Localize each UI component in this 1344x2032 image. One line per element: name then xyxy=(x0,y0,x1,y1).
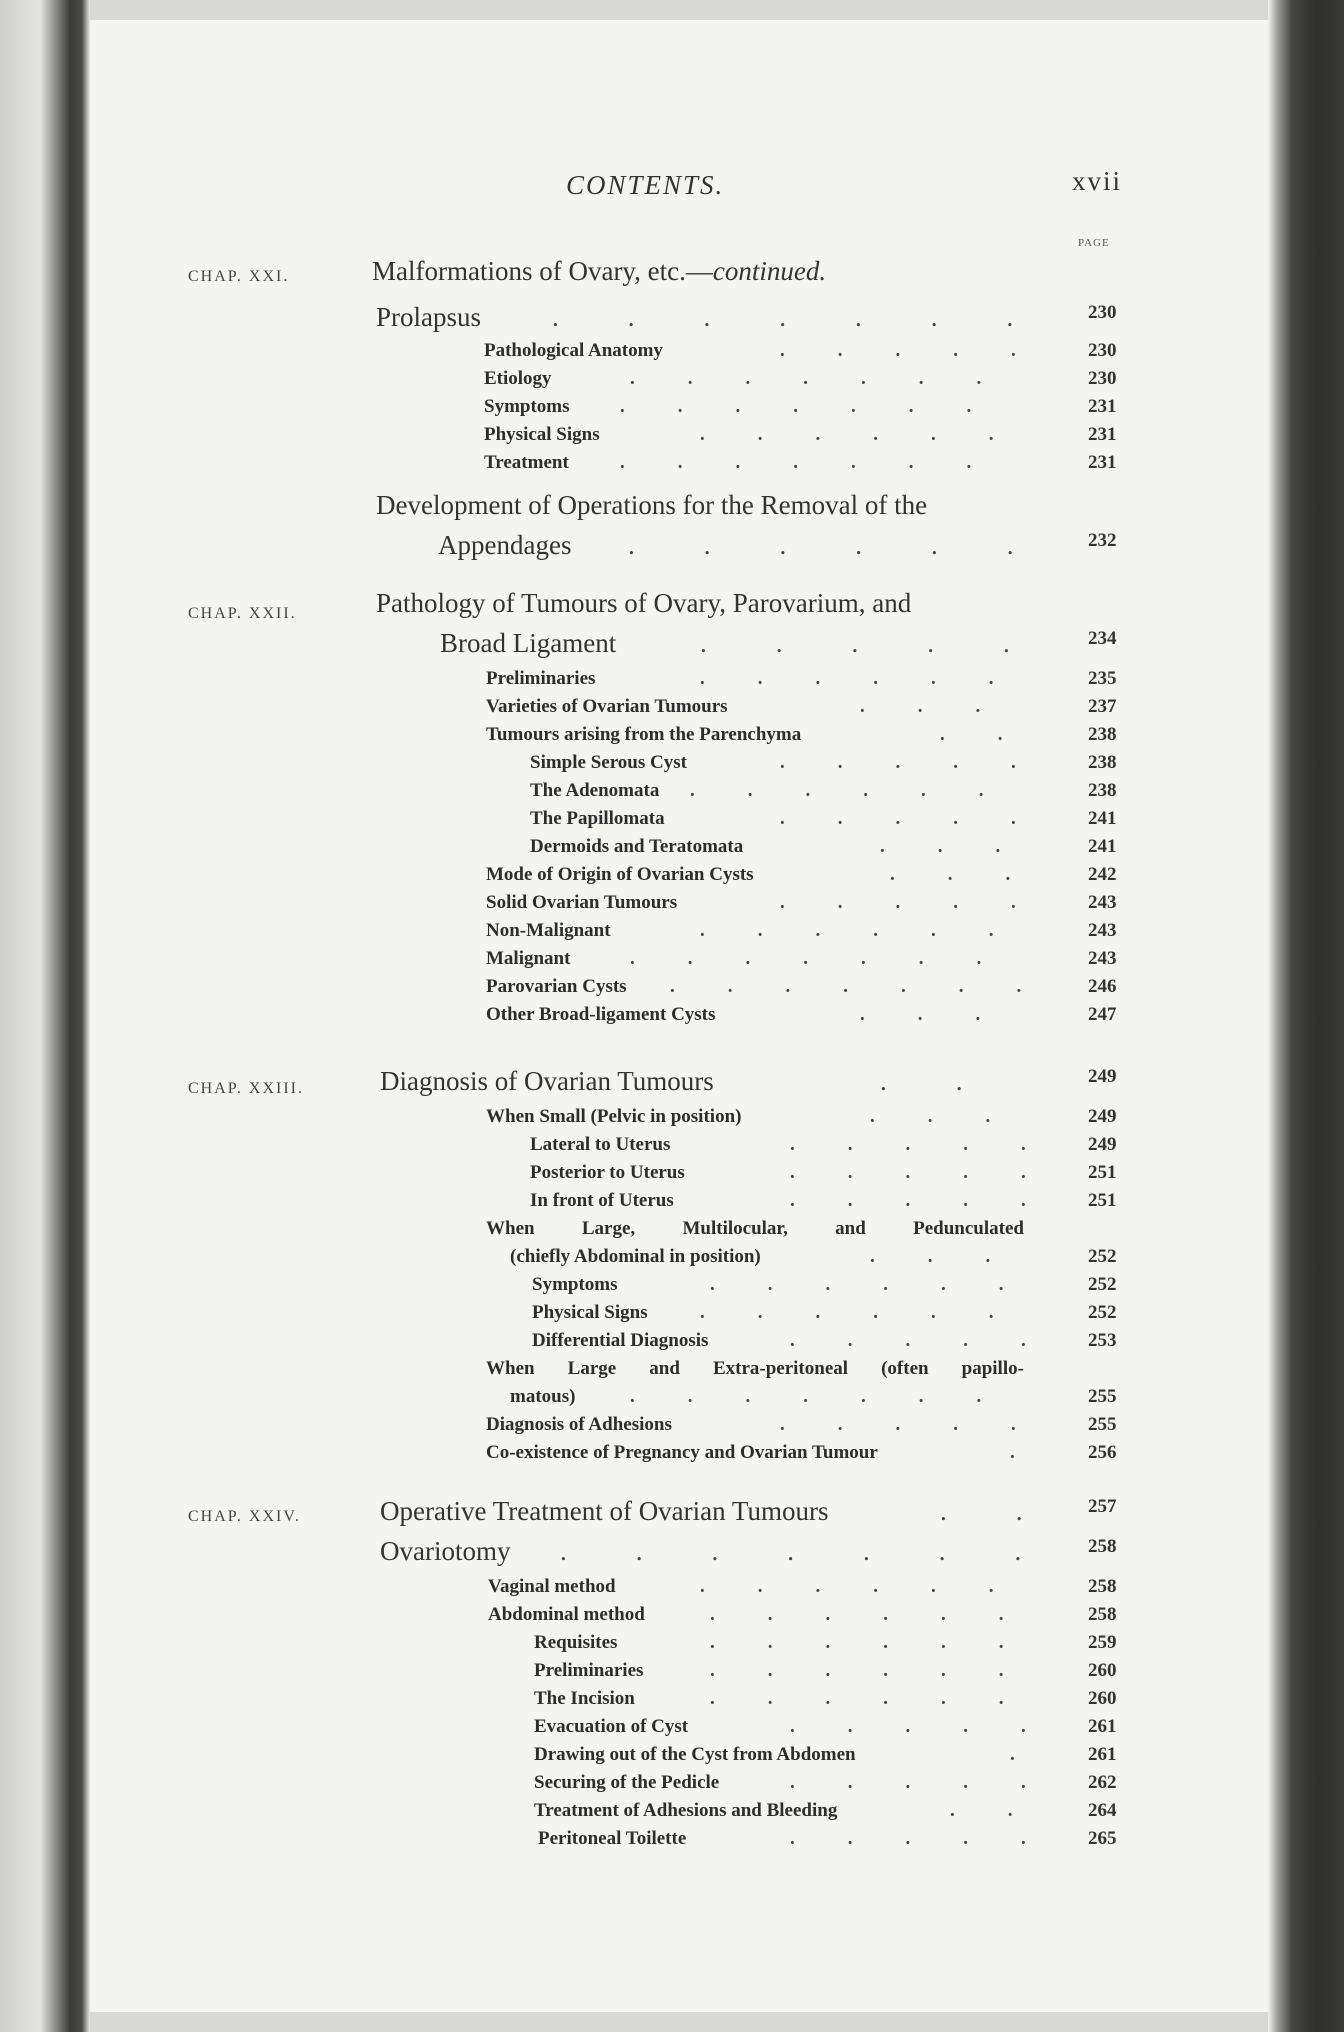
page-ref: 231 xyxy=(1088,396,1117,417)
page-ref: 262 xyxy=(1088,1772,1117,1793)
dot-leader: ... xyxy=(880,836,1054,857)
dot-leader: .. xyxy=(940,1496,1092,1526)
toc-entry-text: Diagnosis of Ovarian Tumours xyxy=(380,1066,714,1096)
page-ref: 234 xyxy=(1088,628,1117,649)
dot-leader: . xyxy=(1010,1744,1068,1765)
toc-entry-text: Physical Signs xyxy=(532,1302,648,1323)
page-ref: 261 xyxy=(1088,1716,1117,1737)
scan-edge-right xyxy=(1268,0,1344,2032)
toc-word: When xyxy=(486,1358,535,1379)
page-ref: 257 xyxy=(1088,1496,1117,1517)
toc-entry-text xyxy=(486,1358,1024,1380)
page-ref: 249 xyxy=(1088,1066,1117,1087)
chapter-title-xxi xyxy=(372,256,826,287)
page-ref: 259 xyxy=(1088,1632,1117,1653)
toc-entry-text: matous) xyxy=(510,1386,576,1407)
dot-leader: ... xyxy=(860,1004,1034,1025)
page-ref: 251 xyxy=(1088,1190,1117,1211)
page-ref: 252 xyxy=(1088,1274,1117,1295)
page-ref: 253 xyxy=(1088,1330,1117,1351)
toc-word: papillo- xyxy=(961,1358,1024,1379)
toc-entry-text: Simple Serous Cyst xyxy=(530,752,687,773)
toc-entry-text: Ovariotomy xyxy=(380,1536,511,1566)
toc-word: Large, xyxy=(581,1218,636,1239)
toc-entry-text: Preliminaries xyxy=(486,668,596,689)
dot-leader: ...... xyxy=(710,1632,1057,1653)
page-ref: 242 xyxy=(1088,864,1117,885)
page-ref: 249 xyxy=(1088,1106,1117,1127)
toc-entry-text: Treatment of Adhesions and Bleeding xyxy=(534,1800,838,1821)
toc-entry-text: Varieties of Ovarian Tumours xyxy=(486,696,728,717)
chapter-label-xxi: CHAP. XXI. xyxy=(188,268,290,285)
page-ref: 237 xyxy=(1088,696,1117,717)
toc-entry-text: Broad Ligament xyxy=(440,628,617,658)
dot-leader: ..... xyxy=(700,628,1079,658)
toc-entry-text: Differential Diagnosis xyxy=(532,1330,709,1351)
toc-entry-text: Operative Treatment of Ovarian Tumours xyxy=(380,1496,829,1526)
dot-leader: ..... xyxy=(790,1828,1079,1849)
dot-leader: ..... xyxy=(790,1772,1079,1793)
toc-entry-text: Parovarian Cysts xyxy=(486,976,627,997)
toc-entry-text: Abdominal method xyxy=(488,1604,645,1625)
toc-entry-text: Securing of the Pedicle xyxy=(534,1772,720,1793)
dot-leader: ..... xyxy=(790,1716,1079,1737)
toc-entry-text: Etiology xyxy=(484,368,552,389)
toc-entry-text: Mode of Origin of Ovarian Cysts xyxy=(486,864,754,885)
toc-entry xyxy=(486,1218,1024,1240)
dot-leader: .. xyxy=(940,724,1056,745)
page-ref: 238 xyxy=(1088,780,1117,801)
toc-entry-text: Posterior to Uterus xyxy=(530,1162,685,1183)
toc-word: (often xyxy=(881,1358,929,1379)
page-column-label: PAGE xyxy=(1078,237,1110,249)
toc-entry-text: Malignant xyxy=(486,948,571,969)
page-ref: 265 xyxy=(1088,1828,1117,1849)
page-ref: 230 xyxy=(1088,368,1117,389)
toc-entry-text: (chiefly Abdominal in position) xyxy=(510,1246,761,1267)
page-ref: 255 xyxy=(1088,1386,1117,1407)
toc-word: Large xyxy=(567,1358,617,1379)
running-title: CONTENTS. xyxy=(566,170,725,200)
toc-entry-text: Preliminaries xyxy=(534,1660,644,1681)
dot-leader: ...... xyxy=(628,530,1083,560)
dot-leader: ....... xyxy=(620,452,1025,473)
page-ref: 252 xyxy=(1088,1246,1117,1267)
dot-leader: ....... xyxy=(560,1536,1091,1566)
page-ref: 243 xyxy=(1088,892,1117,913)
scan-binding-left xyxy=(0,0,90,2032)
dot-leader: ... xyxy=(870,1246,1044,1267)
dot-leader: ...... xyxy=(700,920,1047,941)
page-ref: 261 xyxy=(1088,1744,1117,1765)
dot-leader: ....... xyxy=(630,948,1035,969)
dot-leader: ...... xyxy=(710,1660,1057,1681)
dot-leader: ... xyxy=(870,1106,1044,1127)
page-ref: 247 xyxy=(1088,1004,1117,1025)
dot-leader: ...... xyxy=(710,1688,1057,1709)
toc-entry-text: Tumours arising from the Parenchyma xyxy=(486,724,802,745)
page-ref: 258 xyxy=(1088,1576,1117,1597)
dot-leader: ...... xyxy=(700,1576,1047,1597)
dot-leader: ...... xyxy=(710,1274,1057,1295)
toc-word: and xyxy=(835,1218,866,1239)
toc-entry-text: Physical Signs xyxy=(484,424,600,445)
toc-word: and xyxy=(649,1358,680,1379)
chapter-label-xxii: CHAP. XXII. xyxy=(188,605,297,622)
dot-leader: ...... xyxy=(700,424,1047,445)
toc-entry-text: In front of Uterus xyxy=(530,1190,674,1211)
toc-entry-text: Drawing out of the Cyst from Abdomen xyxy=(534,1744,856,1765)
toc-entry xyxy=(486,1358,1024,1380)
dot-leader: ...... xyxy=(690,780,1037,801)
page-number: xvii xyxy=(1072,166,1123,196)
dot-leader: ..... xyxy=(780,752,1069,773)
toc-entry-text: Pathology of Tumours of Ovary, Parovarium, and xyxy=(376,588,912,618)
dot-leader: . xyxy=(1010,1442,1068,1463)
toc-entry-text: Symptoms xyxy=(484,396,570,417)
toc-entry-text: Diagnosis of Adhesions xyxy=(486,1414,672,1435)
toc-entry-text: Vaginal method xyxy=(488,1576,616,1597)
toc-word: Pedunculated xyxy=(913,1218,1024,1239)
toc-entry-text: The Incision xyxy=(534,1688,635,1709)
toc-entry-text: Lateral to Uterus xyxy=(530,1134,671,1155)
page-ref: 258 xyxy=(1088,1536,1117,1557)
page-ref: 255 xyxy=(1088,1414,1117,1435)
page-ref: 238 xyxy=(1088,752,1117,773)
page-ref: 246 xyxy=(1088,976,1117,997)
page-ref: 230 xyxy=(1088,340,1117,361)
page-ref: 231 xyxy=(1088,424,1117,445)
page-ref: 252 xyxy=(1088,1302,1117,1323)
dot-leader: ....... xyxy=(630,1386,1035,1407)
page-ref: 260 xyxy=(1088,1660,1117,1681)
dot-leader: ..... xyxy=(780,892,1069,913)
page-ref: 230 xyxy=(1088,302,1117,323)
dot-leader: .. xyxy=(950,1800,1066,1821)
page-ref: 241 xyxy=(1088,836,1117,857)
chapter-label-xxiv: CHAP. XXIV. xyxy=(188,1508,301,1525)
dot-leader: ..... xyxy=(790,1190,1079,1211)
dot-leader: ....... xyxy=(552,302,1083,332)
toc-word: Multilocular, xyxy=(682,1218,788,1239)
page-ref: 243 xyxy=(1088,948,1117,969)
dot-leader: ..... xyxy=(780,808,1069,829)
page-ref: 258 xyxy=(1088,1604,1117,1625)
page-ref: 241 xyxy=(1088,808,1117,829)
dot-leader: ..... xyxy=(780,1414,1069,1435)
toc-entry-text: Treatment xyxy=(484,452,569,473)
chapter-title-continued: continued. xyxy=(712,256,827,286)
toc-entry-text: Non-Malignant xyxy=(486,920,611,941)
toc-entry-text: Peritoneal Toilette xyxy=(538,1828,687,1849)
toc-entry-text: Evacuation of Cyst xyxy=(534,1716,689,1737)
dot-leader: ..... xyxy=(790,1134,1079,1155)
toc-entry-text: Co-existence of Pregnancy and Ovarian Tumour xyxy=(486,1442,878,1463)
chapter-label-xxiii: CHAP. XXIII. xyxy=(188,1080,304,1097)
dot-leader: ....... xyxy=(620,396,1025,417)
page-ref: 232 xyxy=(1088,530,1117,551)
dot-leader: ..... xyxy=(780,340,1069,361)
toc-entry-text: When Small (Pelvic in position) xyxy=(486,1106,742,1127)
toc-entry-text: Requisites xyxy=(534,1632,618,1653)
chapter-title-text: Malformations of Ovary, etc.— xyxy=(372,256,713,286)
toc-entry-text xyxy=(486,1218,1024,1240)
dot-leader: ..... xyxy=(790,1330,1079,1351)
dot-leader: ...... xyxy=(700,668,1047,689)
toc-entry-text: The Papillomata xyxy=(530,808,665,829)
toc-entry-text: Pathological Anatomy xyxy=(484,340,663,361)
toc-word: When xyxy=(486,1218,535,1239)
toc-entry-text: Other Broad-ligament Cysts xyxy=(486,1004,716,1025)
dot-leader: ...... xyxy=(700,1302,1047,1323)
page-ref: 238 xyxy=(1088,724,1117,745)
dot-leader: ...... xyxy=(710,1604,1057,1625)
page-ref: 251 xyxy=(1088,1162,1117,1183)
toc-word: Extra-peritoneal xyxy=(712,1358,849,1379)
dot-leader: ....... xyxy=(630,368,1035,389)
dot-leader: ... xyxy=(890,864,1064,885)
dot-leader: .. xyxy=(880,1066,1032,1096)
dot-leader: ..... xyxy=(790,1162,1079,1183)
dot-leader: ....... xyxy=(670,976,1075,997)
toc-entry-text: Prolapsus xyxy=(376,302,482,332)
toc-entry-text: Dermoids and Teratomata xyxy=(530,836,744,857)
dot-leader: ... xyxy=(860,696,1034,717)
page-ref: 256 xyxy=(1088,1442,1117,1463)
toc-entry-text: Development of Operations for the Removal of the xyxy=(376,490,928,520)
page-ref: 264 xyxy=(1088,1800,1117,1821)
toc-entry-text: Solid Ovarian Tumours xyxy=(486,892,678,913)
toc-entry-text: Symptoms xyxy=(532,1274,618,1295)
page-ref: 235 xyxy=(1088,668,1117,689)
toc-entry-text: Appendages xyxy=(438,530,572,560)
toc-entry-text: The Adenomata xyxy=(530,780,660,801)
page-ref: 260 xyxy=(1088,1688,1117,1709)
page-ref: 231 xyxy=(1088,452,1117,473)
page-ref: 249 xyxy=(1088,1134,1117,1155)
page-ref: 243 xyxy=(1088,920,1117,941)
